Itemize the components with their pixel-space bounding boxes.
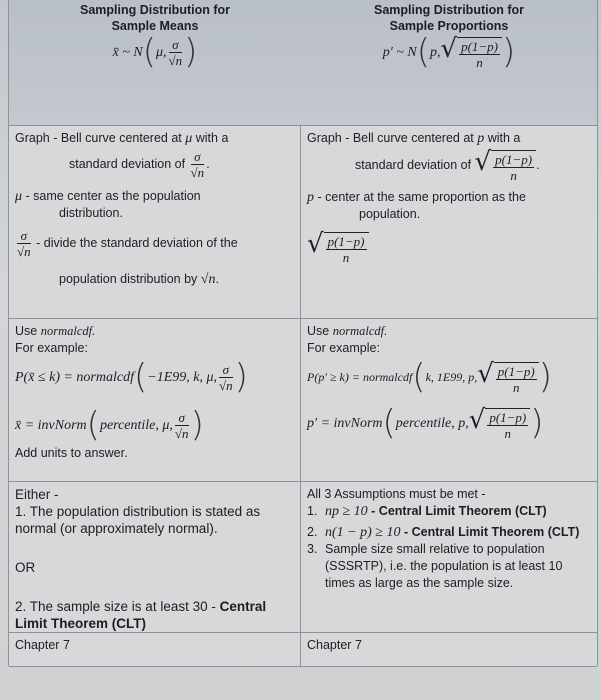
sqrt-p-formula: √ $\frac{p(1-p)}{n}$ xyxy=(440,34,502,70)
center-text-2: distribution. xyxy=(59,206,123,220)
means-graph-cell xyxy=(9,126,301,318)
means-conditions-cell xyxy=(9,482,301,632)
paren-close: ) xyxy=(502,32,516,72)
center-text: μ - same center as the population xyxy=(15,189,201,204)
row-calculator xyxy=(9,319,597,482)
paren-open: ( xyxy=(142,32,156,72)
condition-1: 1. The population distribution is stated as normal (or approximately normal). xyxy=(15,504,261,536)
assumptions-list xyxy=(307,503,591,592)
title-line-2: Sample Means xyxy=(111,19,199,33)
either-label: Either - xyxy=(15,487,59,502)
assumptions-intro: All 3 Assumptions must be met - xyxy=(307,487,486,501)
proportions-graph-cell xyxy=(301,126,597,318)
table-header xyxy=(9,0,597,126)
sd-text: standard deviation of $\frac{\sigma}{√n}$ . xyxy=(69,149,210,180)
formula-lhs: p′ ~ N xyxy=(382,44,417,60)
proportions-conditions-cell xyxy=(301,482,597,632)
header-means xyxy=(9,0,301,125)
formula-arg: p, xyxy=(429,44,441,60)
example-label: For example: xyxy=(307,341,380,355)
sd-text: standard deviation of √ $\frac{p(1-p)}{n}$ . xyxy=(355,147,540,183)
proportions-distribution-formula xyxy=(307,32,591,72)
formula-arg: μ, xyxy=(155,44,167,60)
assumption-item: 3. Sample size small relative to population (SSSRTP), i.e. the population is at least 10 times as large as the sample size. xyxy=(307,542,563,590)
proportions-calculator-cell xyxy=(301,319,597,481)
assumption-item: 2. n(1 − p) ≥ 10 - Central Limit Theorem (CLT) xyxy=(307,525,580,540)
assumption-item: 1. np ≥ 10 - Central Limit Theorem (CLT) xyxy=(307,504,547,519)
graph-text: Graph - Bell curve centered at p with a xyxy=(307,131,521,146)
condition-2: 2. The sample size is at least 30 - Central Limit Theorem (CLT) xyxy=(15,599,267,631)
use-text: Use normalcdf. xyxy=(15,324,96,338)
row-chapter xyxy=(9,633,597,667)
means-calculator-cell xyxy=(9,319,301,481)
use-text: Use normalcdf. xyxy=(307,324,388,338)
chapter-label: Chapter 7 xyxy=(307,638,362,652)
invnorm-formula: p′ = invNorm ( percentile, p, √ $\frac{p(1-p)}{n}$ ) xyxy=(307,403,544,443)
center-text-2: population. xyxy=(359,207,421,221)
divide-text: $\frac{\sigma}{√n}$ - divide the standard deviation of the xyxy=(17,228,238,259)
formula-lhs: x̄ ~ N xyxy=(112,44,143,60)
divide-text-2: population distribution by √n . xyxy=(59,272,219,287)
header-proportions xyxy=(301,0,597,125)
title-line-1: Sampling Distribution for xyxy=(374,3,524,17)
paren-close: ) xyxy=(184,32,198,72)
example-label: For example: xyxy=(15,341,88,355)
row-graph-description xyxy=(9,126,597,319)
paren-open: ( xyxy=(416,32,430,72)
normalcdf-formula: P(p′ ≥ k) = normalcdf ( k, 1E99, p, √ $\frac{p(1-p)}{n}$ ) xyxy=(307,357,552,397)
row-conditions xyxy=(9,482,597,633)
normalcdf-formula: P(x̄ ≤ k) = normalcdf ( −1E99, k, μ, $\frac{\sigma}{√n}$ ) xyxy=(15,357,248,397)
add-units-note: Add units to answer. xyxy=(15,446,128,460)
title-line-1: Sampling Distribution for xyxy=(80,3,230,17)
sampling-distribution-table xyxy=(8,0,598,666)
means-distribution-formula xyxy=(15,32,295,72)
or-label: OR xyxy=(15,560,36,575)
title-line-2: Sample Proportions xyxy=(389,19,509,33)
chapter-label: Chapter 7 xyxy=(9,633,301,666)
invnorm-formula: x̄ = invNorm ( percentile, μ, $\frac{\sigma}{√n}$ ) xyxy=(15,405,204,445)
sqrt-formula: √ $\frac{p(1-p)}{n}$ xyxy=(307,229,591,265)
graph-text: Graph - Bell curve centered at μ with a xyxy=(15,131,229,146)
center-text: p - center at the same proportion as the xyxy=(307,190,526,205)
sigma-over-root-n: $\frac{\sigma}{√n}$ xyxy=(168,36,183,68)
